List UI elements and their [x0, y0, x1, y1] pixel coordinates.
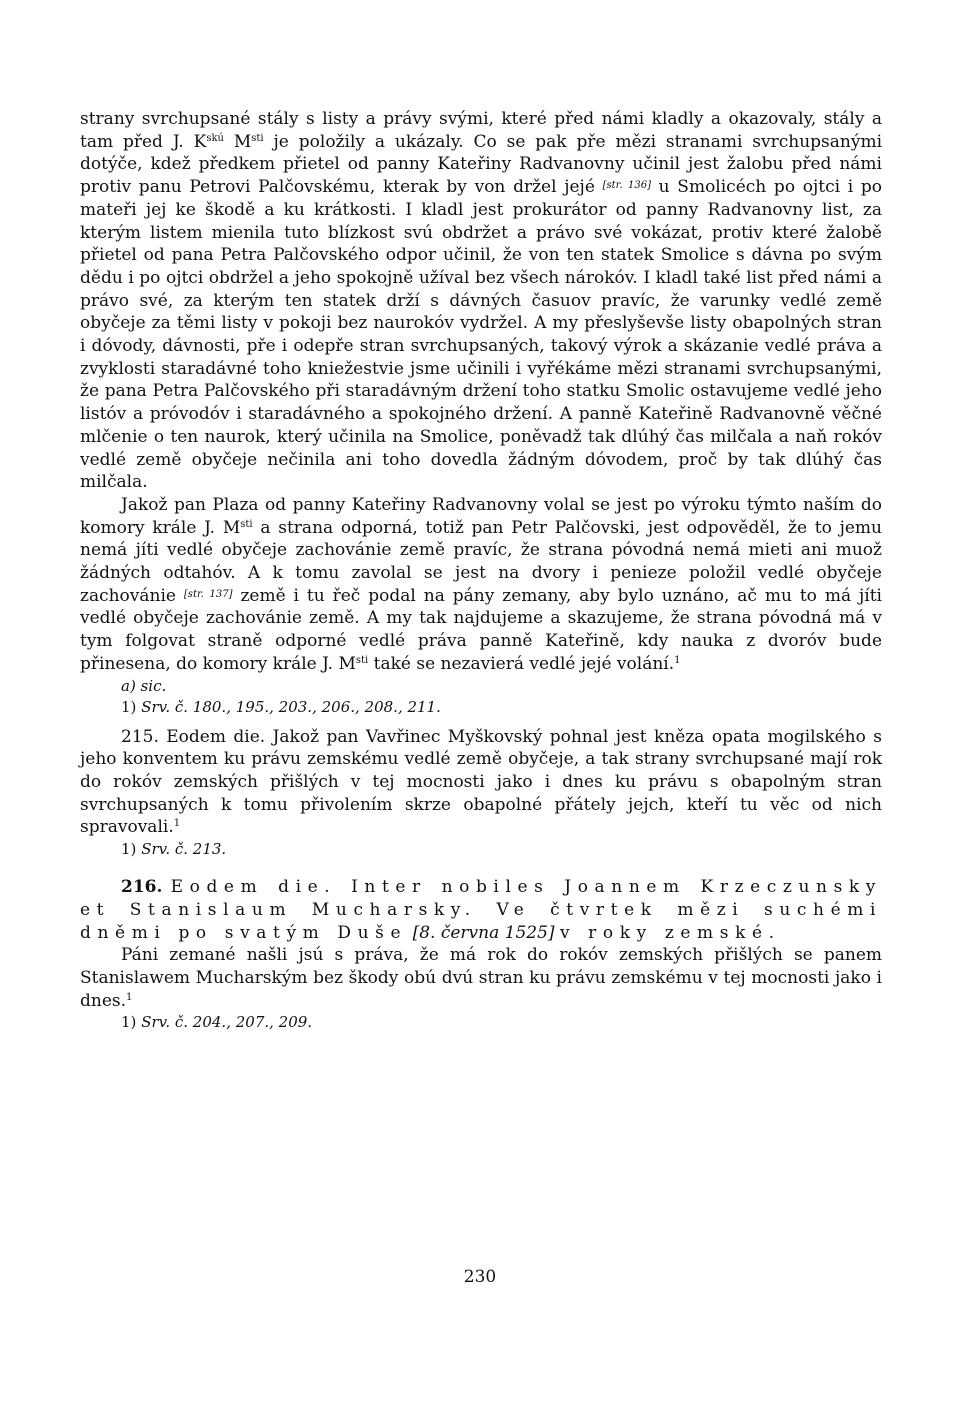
footnote-1: 1) Srv. č. 180., 195., 203., 206., 208., 211.: [121, 697, 441, 716]
superscript-abbrev: sti: [240, 518, 253, 530]
footnote-1: 1) Srv. č. 204., 207., 209.: [121, 1013, 313, 1032]
footnote-reference: 1: [173, 818, 181, 830]
superscript-abbrev: sti: [251, 132, 264, 144]
entry-number: 216.: [121, 877, 163, 898]
page-number: 230: [463, 1267, 497, 1287]
original-page-marker: [str. 137]: [183, 588, 233, 600]
paragraph-1: strany svrchupsané stály s listy a právy svými, které před námi kladly a okazovaly, stály a tam před J. $K^{skú}$ $M^{sti}$ je položily a ukázaly. Co se pak pře mězi stranami svrchupsanými dotýče, kdež předkem přietel od panny Kateřiny Radvanovny učinil jest žalobu před námi protiv panu Petrovi Palčovskému, kterak by von držel jejé [str. 136] u Smolicéch po ojtci i po mateři jej ke škodě a ku krátkosti. I kladl jest prokurátor od panny Radvanovny list, za kterým listem mienila tuto blízkost svú obdržet a právo své vokázat, protiv které žalobě přietel od pana Petra Palčovského odpor učinil, že von ten statek Smolice s dávna po svým dědu i po ojtci obdržel a jeho spokojně užíval bez všech nárokóv. I kladl také list před námi a právo své, za kterým ten statek drží s dávných časuov pravíc, že varunky vedlé země obyčeje za těmi listy v pokoji bez naurokóv vydržel. A my přeslyševše listy obapolných stran i dóvody, dávnosti, pře i odepře stran svrchupsaných, takový výrok a skázanie vedlé práva a zvyklosti staradávné toho kniežestvie jsme učinili i vyřékáme mězi stranami svrchupsanými, že pana Petra Palčovského při staradávným držení toho statku Smolic ostavujeme vedlé jeho listóv a próvodóv i staradávného a spokojného držení. A panně Kateřině Radvanovně věčné mlčenie o ten naurok, který učinila na Smolice, poněvadž tak dlúhý čas milčala a naň rokóv vedlé země obyčeje nečinila ani toho dovedla žádným dóvodem, proč by tak dlúhý čas milčala.: [80, 109, 883, 493]
entry-heading: 215. Eodem die.: [121, 726, 266, 747]
footnote-a: a) sic.: [121, 676, 167, 695]
page-text: [80, 108, 882, 1033]
date-note: [8. června 1525]: [412, 922, 555, 943]
superscript-abbrev: skú: [206, 132, 224, 144]
footnote-reference: 1: [126, 991, 133, 1003]
footnote-reference: 1: [674, 654, 681, 666]
paragraph-2: Jakož pan Plaza od panny Kateřiny Radvanovny volal se jest po výroku týmto naším do komory krále J. $M^{sti}$ a strana odporná, totiž pan Petr Palčovski, jest odpověděl, že to jemu nemá jíti vedlé obyčeje zachovánie země pravíc, že strana póvodná nemá mieti ani muož žádných odtahóv. A k tomu zavolal se jest na dvory i penieze položil vedlé obyčeje zachovánie [str. 137] země i tu řeč podal na pány zemany, aby bylo uznáno, ač mu to má jíti vedlé obyčeje zachovánie země. A my tak najdujeme a skazujeme, že strana póvodná má v tym folgovat straně odporné vedlé práva panně Kateřině, kdy nauka z dvoróv bude přinesena, do komory krále J. $M^{sti}$ také se nezavierá vedlé jejé volání.$^1$: [80, 494, 882, 674]
spaced-heading: Eodem die. Inter nobiles Joannem Krzeczunsky et Stanislaum Mucharsky. Ve čtvrtek mězi suchémi dněmi po svatým Duše: [80, 877, 882, 943]
superscript-abbrev: sti: [355, 654, 369, 666]
original-page-marker: [str. 136]: [602, 180, 651, 192]
entry-215: 215. Eodem die. Jakož pan Vavřinec Myškovský pohnal jest kněza opata mogilského s jeho konventem ku právu zemskému vedlé země obyčeje, a tak strany svrchupsané mají rok do rokóv zemských přišlých v tej mocnosti jako i dnes ku právu s obapolným stran svrchupsaných k tomu přivolením skrze obapolné přátely jejch, kteří tu věc od nich spravovali.$^1$: [80, 726, 883, 838]
footnote-1: 1) Srv. č. 213.: [121, 840, 227, 859]
entry-216-heading: 216. Eodem die. Inter nobiles Joannem Krzeczunsky et Stanislaum Mucharsky. Ve čtvrtek mězi suchémi dněmi po svatým Duše [8. června 1525] v roky zemské.: [80, 877, 882, 943]
entry-216-body: Páni zemané našli jsú s práva, že má rok do rokóv zemských přišlých se panem Stanislawem Mucharským bez škody obú dvú stran ku právu zemskému v tej mocnosti jako i dnes.$^1$: [80, 945, 882, 1011]
